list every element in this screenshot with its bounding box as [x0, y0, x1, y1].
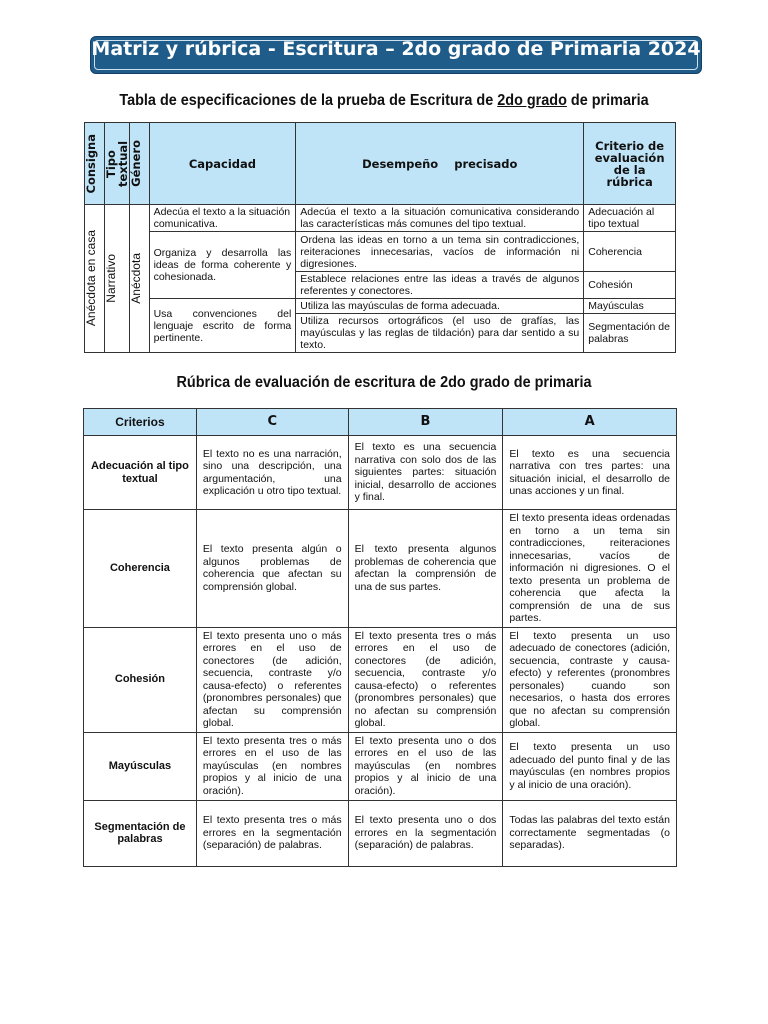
page-title: Matriz y rúbrica - Escritura – 2do grado de Primaria 2024 — [91, 38, 701, 60]
rubric-criterio: Coherencia — [84, 510, 197, 628]
header-genero: Género — [129, 123, 149, 205]
spec-row — [85, 205, 676, 232]
rubric-level-a: El texto presenta un uso adecuado de conectores (adición, secuencia, contraste y causa-efecto) y referentes (pronombres personales) cuando son necesarios, o hasta dos errores que no afectan su comprensión global. — [503, 627, 677, 732]
spec-row — [85, 232, 676, 272]
criterio-cell: Coherencia — [584, 232, 676, 272]
capacidad-cell: Usa convenciones del lenguaje escrito de forma pertinente. — [149, 299, 296, 353]
criterio-cell: Cohesión — [584, 272, 676, 299]
capacidad-cell: Adecúa el texto a la situación comunicativa. — [149, 205, 296, 232]
header-criterios: Criterios — [84, 409, 197, 436]
tipo-cell: Narrativo — [104, 205, 129, 353]
rubric-row — [84, 732, 677, 800]
header-tipo-textual: Tipo textual — [104, 123, 129, 205]
spec-row — [85, 299, 676, 314]
spec-heading-underlined: 2do grado — [497, 92, 567, 109]
rubric-level-a: El texto presenta un uso adecuado del punto final y de las mayúsculas (en nombres propios y al inicio de una oración). — [503, 732, 677, 800]
genero-cell: Anécdota — [129, 205, 149, 353]
desempeno-cell: Utiliza recursos ortográficos (el uso de grafías, las mayúsculas y las reglas de tildación) para dar sentido a su texto. — [296, 314, 584, 353]
rubric-table — [83, 408, 677, 867]
rubric-criterio: Adecuación al tipo textual — [84, 436, 197, 510]
rubric-header-row — [84, 409, 677, 436]
criterio-cell: Segmentación de palabras — [584, 314, 676, 353]
rubric-level-b: El texto presenta tres o más errores en el uso de conectores (de adición, secuencia, contraste y/o causa-efecto) o referentes (pronombres personales) que no afectan su comprensión global. — [348, 627, 503, 732]
header-desempeno: Desempeño precisado — [296, 123, 584, 205]
rubric-row — [84, 436, 677, 510]
spec-heading-text-end: de primaria — [566, 92, 649, 109]
rubric-level-b: El texto presenta uno o dos errores en la segmentación (separación) de palabras. — [348, 800, 503, 866]
header-level-b: B — [348, 409, 503, 436]
rubric-level-a: El texto es una secuencia narrativa con tres partes: una situación inicial, el desarrollo de unas acciones y un final. — [503, 436, 677, 510]
desempeno-cell: Ordena las ideas en torno a un tema sin contradicciones, reiteraciones innecesarias, vacíos de información ni digresiones. — [296, 232, 584, 272]
spec-header-row — [85, 123, 676, 205]
rubric-level-c: El texto presenta tres o más errores en el uso de las mayúsculas (en nombres propios y al inicio de una oración). — [196, 732, 348, 800]
rubric-criterio: Cohesión — [84, 627, 197, 732]
spec-table-heading — [27, 92, 741, 110]
rubric-row — [84, 627, 677, 732]
criterio-cell: Mayúsculas — [584, 299, 676, 314]
rubric-level-b: El texto presenta uno o dos errores en el uso de las mayúsculas (en nombres propios y al inicio de una oración). — [348, 732, 503, 800]
rubric-heading: Rúbrica de evaluación de escritura de 2do grado de primaria — [176, 374, 592, 391]
rubric-level-c: El texto presenta uno o más errores en el uso de conectores (de adición, secuencia, contraste y/o causa-efecto) o referentes (pronombres personales) que afectan su comprensión global. — [196, 627, 348, 732]
consigna-cell: Anécdota en casa — [85, 205, 105, 353]
rubric-level-c: El texto presenta tres o más errores en la segmentación (separación) de palabras. — [196, 800, 348, 866]
rubric-level-c: El texto presenta algún o algunos problemas de coherencia que afectan su comprensión global. — [196, 510, 348, 628]
rubric-level-c: El texto no es una narración, sino una descripción, una argumentación, una explicación u otro tipo textual. — [196, 436, 348, 510]
rubric-level-a: El texto presenta ideas ordenadas en torno a un tema sin contradicciones, reiteraciones innecesarias, vacíos de información ni digresiones. O el texto presenta un problema de coherencia que afecta la comprensión de una de sus partes. — [503, 510, 677, 628]
desempeno-cell: Adecúa el texto a la situación comunicativa considerando las características más comunes del tipo textual. — [296, 205, 584, 232]
capacidad-cell: Organiza y desarrolla las ideas de forma coherente y cohesionada. — [149, 232, 296, 299]
header-level-a: A — [503, 409, 677, 436]
specification-table — [84, 122, 676, 353]
header-consigna: Consigna — [85, 123, 105, 205]
rubric-level-b: El texto presenta algunos problemas de coherencia que afectan la comprensión de una de sus partes. — [348, 510, 503, 628]
header-criterio: Criterio de evaluación de la rúbrica — [584, 123, 676, 205]
rubric-criterio: Mayúsculas — [84, 732, 197, 800]
header-level-c: C — [196, 409, 348, 436]
spec-heading-text: Tabla de especificaciones de la prueba de Escritura de — [119, 92, 498, 109]
rubric-level-b: El texto es una secuencia narrativa con solo dos de las siguientes partes: situación inicial, desarrollo de acciones y final. — [348, 436, 503, 510]
rubric-row — [84, 800, 677, 866]
header-capacidad: Capacidad — [149, 123, 296, 205]
desempeno-cell: Establece relaciones entre las ideas a través de algunos referentes y conectores. — [296, 272, 584, 299]
criterio-cell: Adecuación al tipo textual — [584, 205, 676, 232]
rubric-level-a: Todas las palabras del texto están correctamente segmentadas (o separadas). — [503, 800, 677, 866]
rubric-criterio: Segmentación de palabras — [84, 800, 197, 866]
title-banner — [90, 36, 702, 74]
desempeno-cell: Utiliza las mayúsculas de forma adecuada. — [296, 299, 584, 314]
rubric-row — [84, 510, 677, 628]
